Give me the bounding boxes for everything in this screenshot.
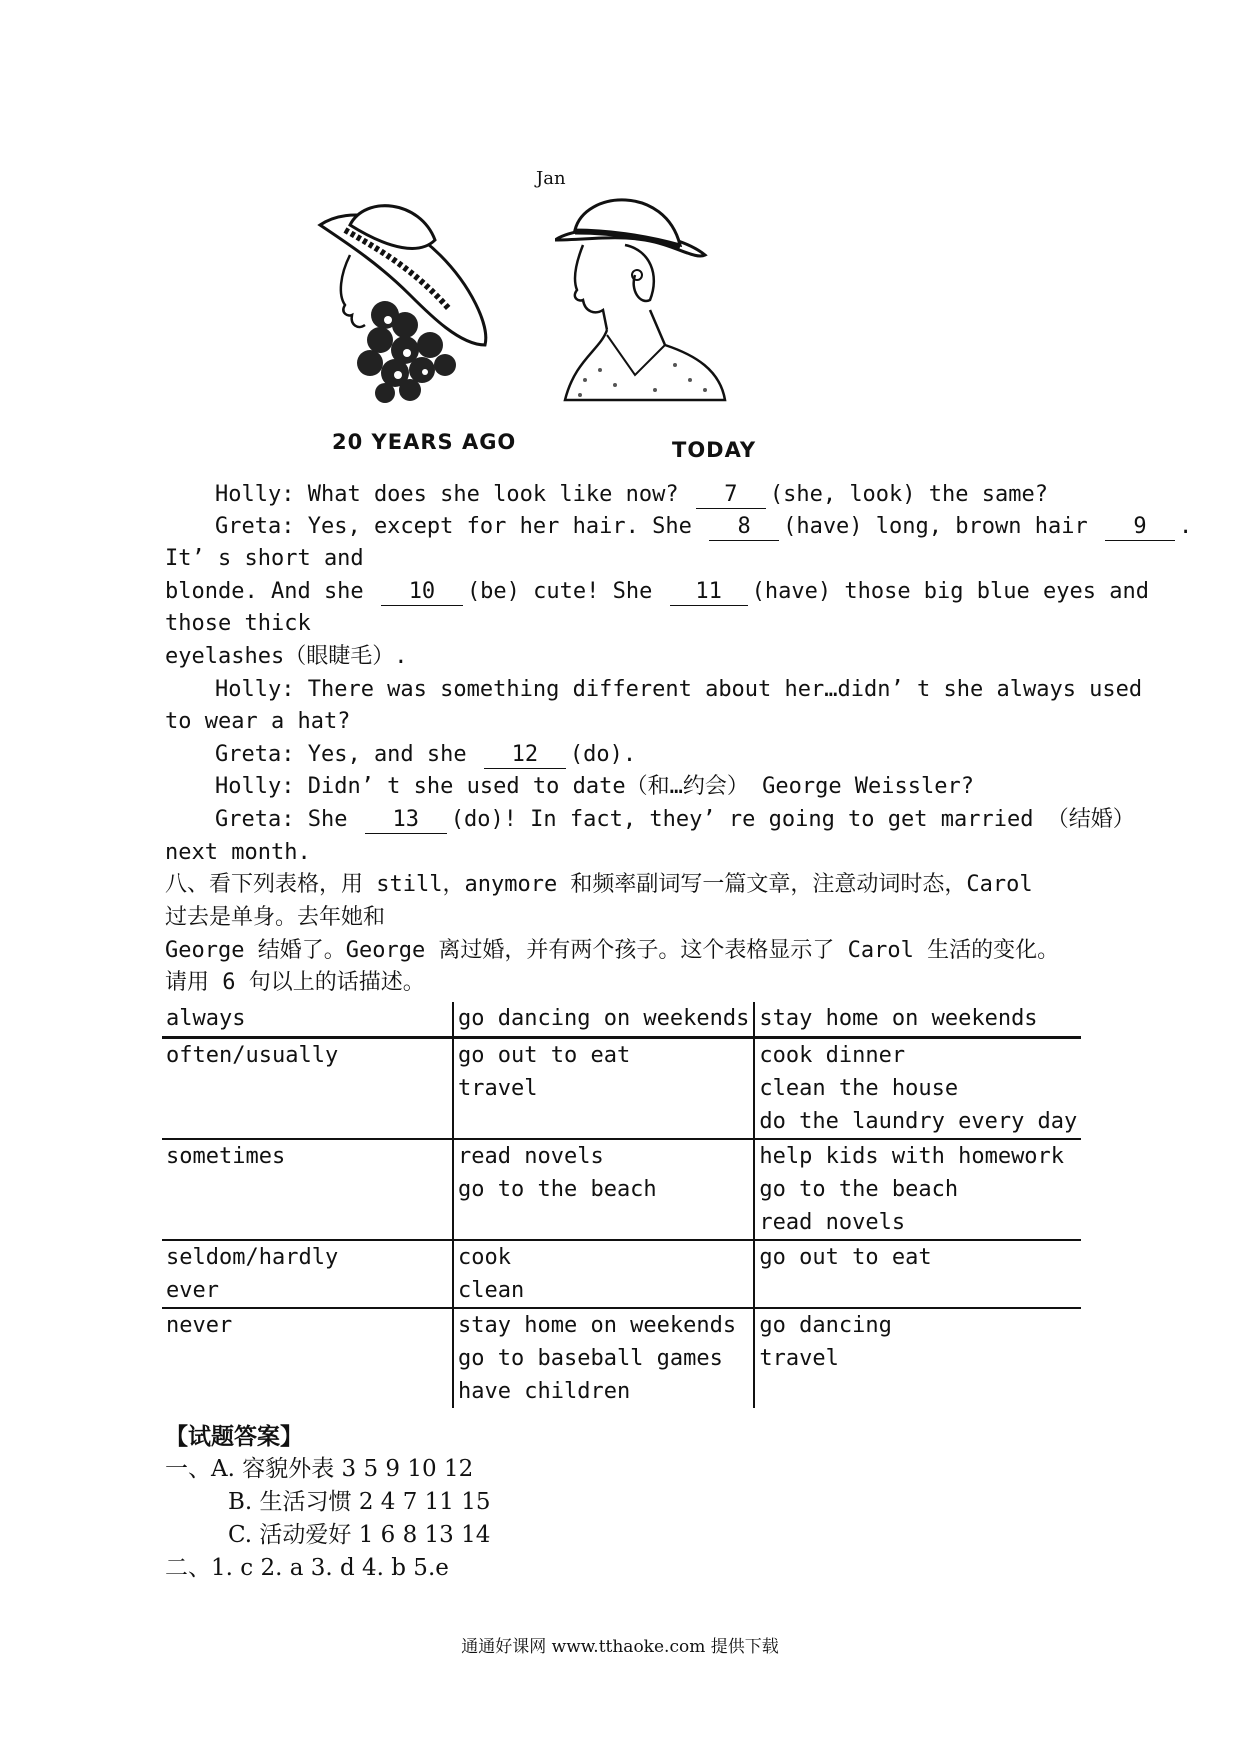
- figure-name: Jan: [536, 168, 566, 189]
- section8-line: 过去是单身。去年她和: [165, 905, 386, 930]
- table-cell: [162, 1002, 453, 1038]
- answers-title: 【试题答案】: [165, 1423, 303, 1450]
- table-cell: [162, 1240, 453, 1308]
- cell-text: read novels: [759, 1210, 906, 1235]
- cell-text: cook: [458, 1245, 511, 1270]
- cell-text: go to baseball games: [458, 1346, 723, 1371]
- cell-text: cook dinner: [759, 1043, 906, 1068]
- answers-line: C. 活动爱好 1 6 8 13 14: [228, 1522, 491, 1548]
- cell-text: travel: [458, 1076, 538, 1101]
- dialogue-line: eyelashes（眼睫毛）.: [165, 644, 408, 669]
- cell-text: ever: [166, 1278, 219, 1303]
- table-cell: [453, 1240, 754, 1308]
- dialogue-line: Holly: There was something different about her…didn’ t she always used: [215, 677, 1143, 702]
- section8-line: George 结婚了。George 离过婚，并有两个孩子。这个表格显示了 Carol 生活的变化。: [165, 938, 1060, 963]
- cell-text: go out to eat: [458, 1043, 631, 1068]
- table-row: [162, 1139, 1081, 1240]
- table-row: [162, 1240, 1081, 1308]
- table-cell: [754, 1002, 1081, 1038]
- cell-text: stay home on weekends: [458, 1313, 737, 1338]
- dialogue-line: blonde. And she 10 (be) cute! She 11 (have) those big blue eyes and: [165, 579, 1149, 604]
- blank-9: 9: [1105, 514, 1175, 541]
- cell-text: travel: [759, 1346, 839, 1371]
- table-cell: [162, 1139, 453, 1240]
- dialogue-line: next month.: [165, 840, 311, 865]
- cell-text: never: [166, 1313, 233, 1338]
- table-cell: [754, 1038, 1081, 1140]
- answers-line: 二、1. c 2. a 3. d 4. b 5.e: [165, 1555, 449, 1581]
- cell-text: always: [166, 1006, 246, 1031]
- table-row: [162, 1308, 1081, 1408]
- cell-text: go dancing on weekends: [458, 1006, 750, 1031]
- cell-text: go to the beach: [458, 1177, 657, 1202]
- table-cell: [162, 1038, 453, 1140]
- answers-line: 一、A. 容貌外表 3 5 9 10 12: [165, 1456, 474, 1482]
- cell-text: help kids with homework: [759, 1144, 1065, 1169]
- table-row: [162, 1038, 1081, 1140]
- cell-text: have children: [458, 1379, 631, 1404]
- illustration: [300, 160, 820, 460]
- cell-text: clean: [458, 1278, 525, 1303]
- cell-text: often/usually: [166, 1043, 339, 1068]
- cell-text: read novels: [458, 1144, 604, 1169]
- table-cell: [453, 1308, 754, 1408]
- table-cell: [453, 1139, 754, 1240]
- section8-line: 请用 6 句以上的话描述。: [165, 970, 425, 995]
- blank-7: 7: [696, 482, 766, 509]
- woman-20-years-ago-drawing: [310, 195, 510, 405]
- cell-text: stay home on weekends: [759, 1006, 1038, 1031]
- table-cell: [453, 1038, 754, 1140]
- left-caption: 20 YEARS AGO: [332, 430, 517, 454]
- woman-today-drawing: [555, 190, 735, 410]
- cell-text: seldom/hardly: [166, 1245, 339, 1270]
- right-caption: TODAY: [672, 438, 757, 462]
- answers-line: B. 生活习惯 2 4 7 11 15: [228, 1489, 491, 1515]
- carol-changes-table: [162, 1002, 1081, 1408]
- blank-10: 10: [381, 579, 463, 606]
- table-cell: [754, 1308, 1081, 1408]
- dialogue-line: to wear a hat?: [165, 709, 351, 734]
- table-cell: [162, 1308, 453, 1408]
- cell-text: do the laundry every day: [759, 1109, 1078, 1134]
- dialogue-line: Greta: Yes, except for her hair. She 8 (have) long, brown hair 9 .: [215, 514, 1193, 539]
- table-cell: [453, 1002, 754, 1038]
- table-row: [162, 1002, 1081, 1038]
- cell-text: clean the house: [759, 1076, 959, 1101]
- cell-text: sometimes: [166, 1144, 286, 1169]
- dialogue-line: Holly: What does she look like now? 7 (she, look) the same?: [215, 482, 1048, 507]
- blank-8: 8: [709, 514, 779, 541]
- blank-11: 11: [670, 579, 748, 606]
- cell-text: go out to eat: [759, 1245, 932, 1270]
- section8-line: 八、看下列表格，用 still，anymore 和频率副词写一篇文章，注意动词时态，Carol: [165, 872, 1033, 897]
- dialogue-line: It’ s short and: [165, 546, 364, 571]
- dialogue-line: Holly: Didn’ t she used to date（和…约会） George Weissler?: [215, 774, 975, 799]
- footer-text: 通通好课网 www.tthaoke.com 提供下载: [461, 1637, 779, 1657]
- blank-13: 13: [365, 807, 447, 834]
- cell-text: go to the beach: [759, 1177, 959, 1202]
- dialogue-line: Greta: She 13 (do)! In fact, they’ re going to get married （结婚）: [215, 807, 1135, 832]
- cell-text: go dancing: [759, 1313, 892, 1338]
- dialogue-line: those thick: [165, 611, 311, 636]
- dialogue-line: Greta: Yes, and she 12 (do).: [215, 742, 637, 767]
- table-cell: [754, 1240, 1081, 1308]
- blank-12: 12: [484, 742, 566, 769]
- table-cell: [754, 1139, 1081, 1240]
